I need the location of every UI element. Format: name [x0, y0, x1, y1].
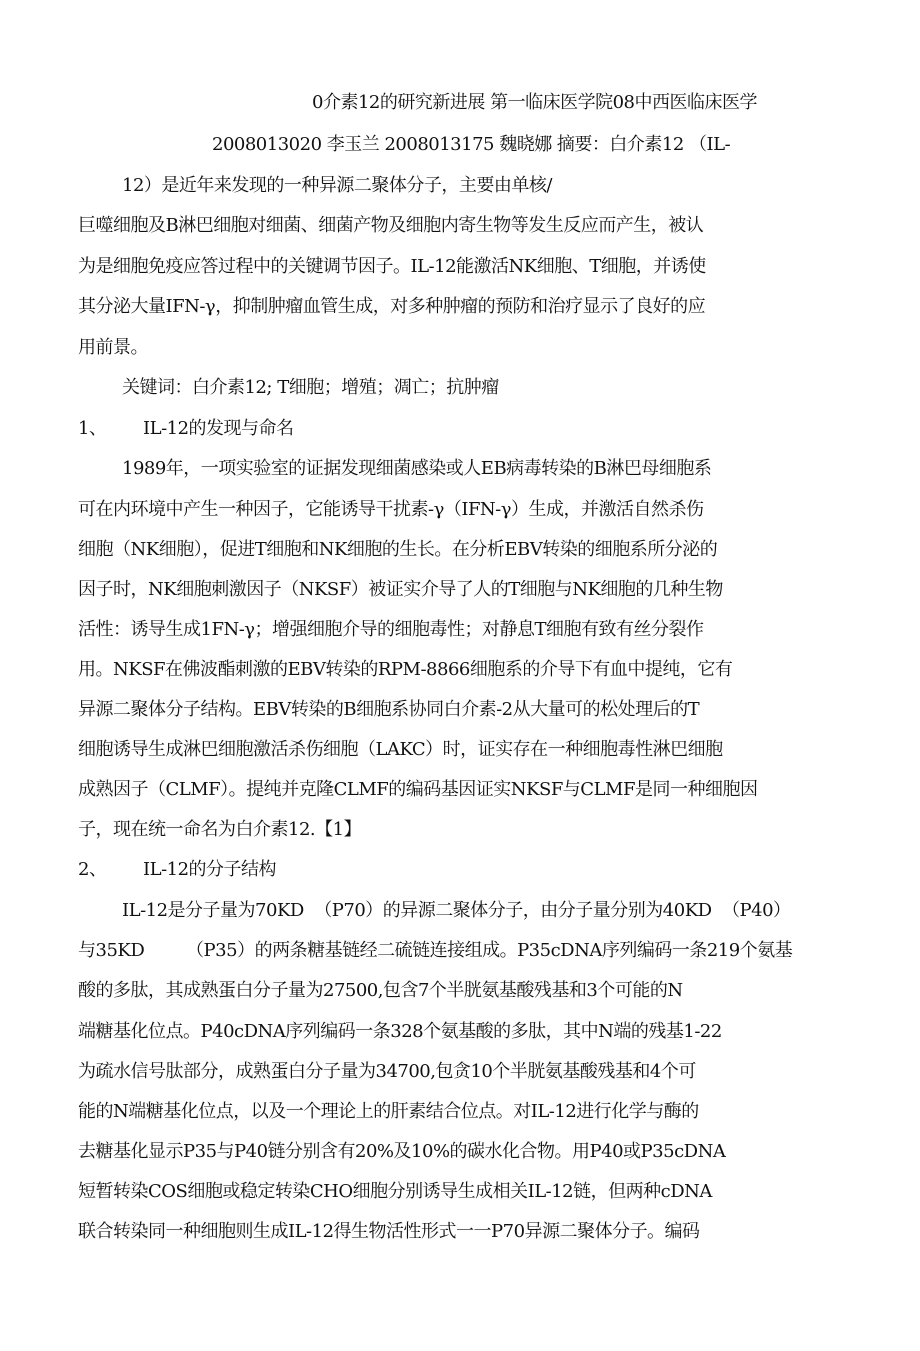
abstract-line: 巨噬细胞及B淋巴细胞对细菌、细菌产物及细胞内寄生物等发生反应而产生，被认: [78, 215, 704, 236]
paragraph-line: 活性：诱导生成1FN-γ；增强细胞介导的细胞毒性；对静息T细胞有致有丝分裂作: [78, 619, 704, 640]
paragraph-line: IL-12是分子量为70KD （P70）的异源二聚体分子，由分子量分别为40KD （P40）: [122, 900, 791, 921]
section-heading: 1、 IL-12的发现与命名: [78, 418, 294, 439]
author-line: 2008013020 李玉兰 2008013175 魏晓娜 摘要：白介素12 （IL-: [212, 134, 731, 155]
paragraph-line: 酸的多肽，其成熟蛋白分子量为27500,包含7个半胱氨基酸残基和3个可能的N: [78, 980, 683, 1001]
paragraph-line: 去糖基化显示P35与P40链分别含有20%及10%的碳水化合物。用P40或P35cDNA: [78, 1141, 726, 1162]
title-line: 0介素12的研究新进展 第一临床医学院08中西医临床医学: [312, 92, 757, 113]
paragraph-line: 子，现在统一命名为白介素12.【1】: [78, 819, 362, 840]
paragraph-line: 与35KD （P35）的两条糖基链经二硫链连接组成。P35cDNA序列编码一条219个氨基: [78, 940, 793, 961]
paragraph-line: 可在内环境中产生一种因子，它能诱导干扰素-γ（IFN-γ）生成，并激活自然杀伤: [78, 499, 704, 520]
abstract-line: 用前景。: [78, 337, 148, 358]
section-heading: 2、 IL-12的分子结构: [78, 859, 277, 880]
paragraph-line: 为疏水信号肽部分，成熟蛋白分子量为34700,包贪10个半胱氨基酸残基和4个可: [78, 1061, 696, 1082]
paragraph-line: 成熟因子（CLMF）。提纯并克隆CLMF的编码基因证实NKSF与CLMF是同一种细胞因: [78, 779, 758, 800]
paragraph-line: 联合转染同一种细胞则生成IL-12得生物活性形式一一P70异源二聚体分子。编码: [78, 1221, 700, 1242]
keywords: 关键词：白介素12; T细胞；增殖；凋亡；抗肿瘤: [122, 377, 499, 398]
abstract-line: 为是细胞免疫应答过程中的关键调节因子。IL-12能激活NK细胞、T细胞，并诱使: [78, 256, 706, 277]
paragraph-line: 短暂转染COS细胞或稳定转染CHO细胞分别诱导生成相关IL-12链，但两种cDNA: [78, 1181, 712, 1202]
abstract-line: 其分泌大量IFN-γ，抑制肿瘤血管生成，对多种肿瘤的预防和治疗显示了良好的应: [78, 296, 706, 317]
paragraph-line: 1989年，一项实验室的证据发现细菌感染或人EB病毒转染的B淋巴母细胞系: [122, 458, 712, 479]
paragraph-line: 细胞诱导生成淋巴细胞激活杀伤细胞（LAKC）时，证实存在一种细胞毒性淋巴细胞: [78, 739, 723, 760]
paragraph-line: 异源二聚体分子结构。EBV转染的B细胞系协同白介素-2从大量可的松处理后的T: [78, 699, 700, 720]
paragraph-line: 能的N端糖基化位点，以及一个理论上的肝素结合位点。对IL-12进行化学与酶的: [78, 1101, 699, 1122]
abstract-line: 12）是近年来发现的一种异源二聚体分子，主要由单核/: [122, 175, 552, 196]
paragraph-line: 用。NKSF在佛波酯刺激的EBV转染的RPM-8866细胞系的介导下有血中提纯，它有: [78, 659, 733, 680]
paragraph-line: 因子时，NK细胞刺激因子（NKSF）被证实介导了人的T细胞与NK细胞的几种生物: [78, 579, 723, 600]
paragraph-line: 端糖基化位点。P40cDNA序列编码一条328个氨基酸的多肽，其中N端的残基1-22: [78, 1021, 722, 1042]
paragraph-line: 细胞（NK细胞），促进T细胞和NK细胞的生长。在分析EBV转染的细胞系所分泌的: [78, 539, 718, 560]
